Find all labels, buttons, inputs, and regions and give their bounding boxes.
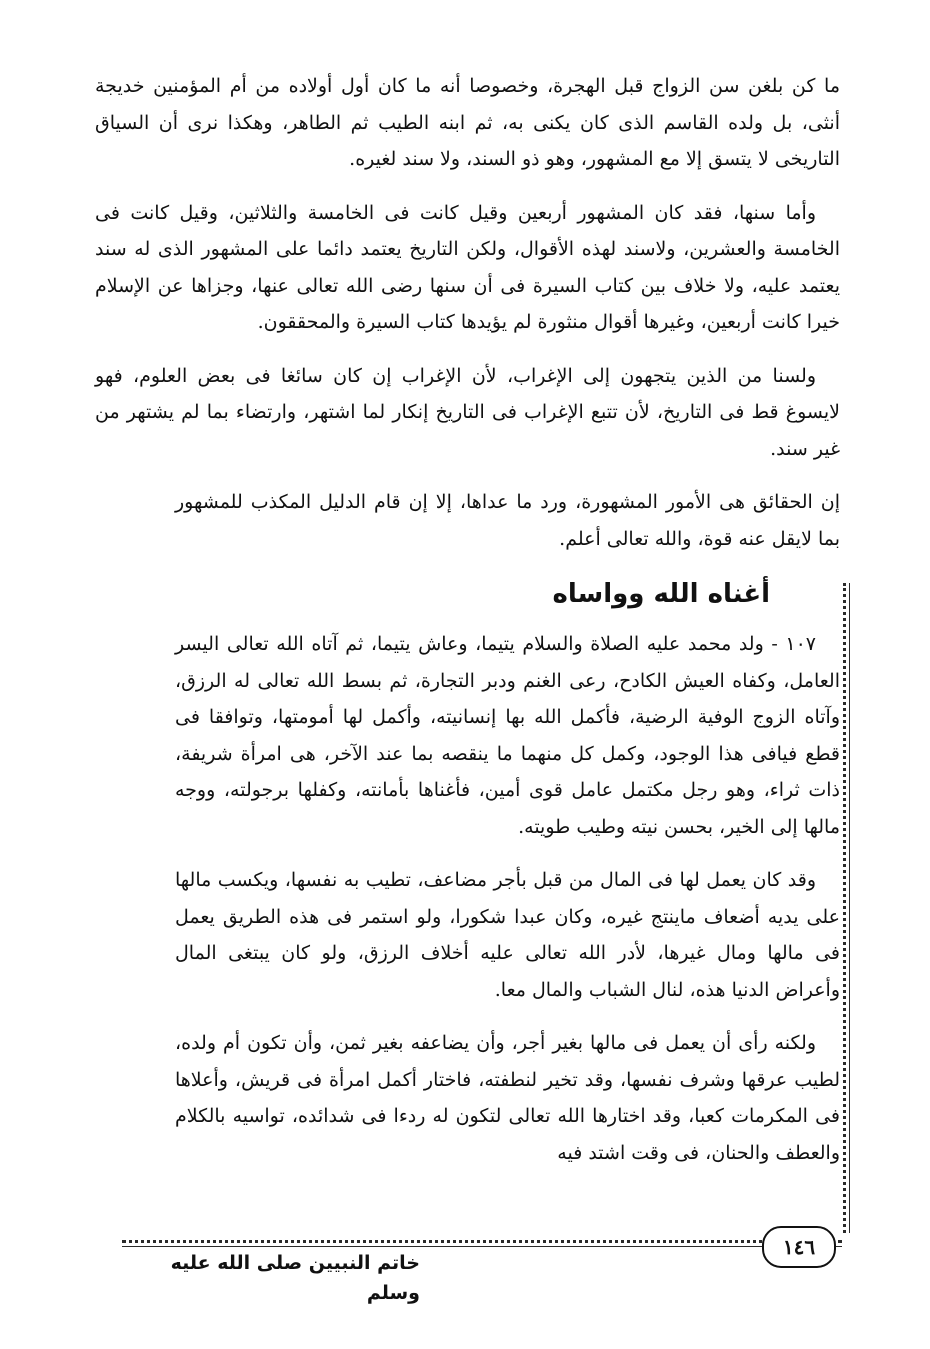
- section-heading: أغناه الله وواساه: [552, 579, 770, 609]
- paragraph-4: إن الحقائق هى الأمور المشهورة، ورد ما عداها، إلا إن قام الدليل المكذب للمشهور بما لايقل عنه قوة، والله تعالى أعلم.: [175, 491, 840, 550]
- paragraph-3: ولسنا من الذين يتجهون إلى الإغراب، لأن الإغراب إن كان سائغا فى بعض العلوم، فهو لايسوغ قط فى التاريخ، لأن تتبع الإغراب فى التاريخ إنكار لما اشتهر، وارتضاء بما لم يشتهر من غير سند.: [95, 364, 840, 460]
- paragraph-5: ١٠٧ - ولد محمد عليه الصلاة والسلام يتيما، وعاش يتيما، ثم آتاه الله تعالى اليسر العامل، وكفاه العيش الكادح، رعى الغنم ودبر التجارة، ثم بسط الله تعالى له الرزق، وآتاه الزوج الوفية الرضية، فأكمل الله بها إنسانيته، وأكمل لها أمومتها، وتوافقا فى قطع فيافى هذا الوجود، وكمل كل منهما ما ينقصه بما عند الآخر، هى امرأة شريفة، ذات ثراء، وهو رجل مكتمل عامل قوى أمين، فأغناها بأمانته، وكفلها برجولته، ووجه مالها إلى الخير، بحسن نيته وطيب طويته.: [175, 633, 840, 838]
- page-number: ١٤٦: [762, 1226, 836, 1268]
- paragraph-1: ما كن بلغن سن الزواج قبل الهجرة، وخصوصا أنه ما كان أول أولاده من أم المؤمنين خديجة أنثى، بل ولده القاسم الذى كان يكنى به، ثم ابنه الطيب ثم الطاهر، وهكذا نرى أن السياق التاريخى لا يتسق إلا مع المشهور، وهو ذو السند، ولا سند لغيره.: [95, 75, 840, 170]
- page-frame-solid-border: [849, 583, 850, 1233]
- footer-solid-rule: [122, 1246, 842, 1247]
- book-title: خاتم النبيين صلى الله عليه وسلم: [170, 1252, 420, 1304]
- footer-dotted-rule: [122, 1240, 842, 1243]
- paragraph-6: وقد كان يعمل لها فى المال من قبل بأجر مضاعف، تطيب به نفسها، ويكسب مالها على يديه أضعاف ماينتج غيره، وكان عبدا شكورا، ولو استمر فى هذه الطريق يعمل فى مالها ومال غيرها، لأدر الله تعالى عليه أخلاف الرزق، ولو كان يبتغى المال وأعراض الدنيا هذه، لنال الشباب والمال معا.: [175, 869, 840, 1001]
- page-frame-dotted-border: [843, 583, 846, 1233]
- paragraph-7: ولكنه رأى أن يعمل فى مالها بغير أجر، وأن يضاعفه بغير ثمن، وأن تكون أم ولده، لطيب عرقها وشرف نفسها، وقد تخير لنطفته، فاختار أكمل امرأة فى قريش، وأعلاها فى المكرمات كعبا، وقد اختارها الله تعالى لتكون له ردءا فى شدائده، تواسيه بالكلام والعطف والحنان، فى وقت اشتد فيه: [175, 1032, 840, 1164]
- paragraph-2: وأما سنها، فقد كان المشهور أربعين وقيل كانت فى الخامسة والثلاثين، وقيل كانت فى الخامسة والعشرين، ولاسند لهذه الأقوال، ولكن التاريخ يعتمد دائما على المشهور الذى له سند يعتمد عليه، ولا خلاف بين كتاب السيرة فى أن سنها رضى الله تعالى عنها، وجزاها عن الإسلام خيرا كانت أربعين، وغيرها أقوال منثورة لم يؤيدها كتاب السيرة والمحققون.: [95, 201, 840, 333]
- page-body: [95, 68, 840, 1188]
